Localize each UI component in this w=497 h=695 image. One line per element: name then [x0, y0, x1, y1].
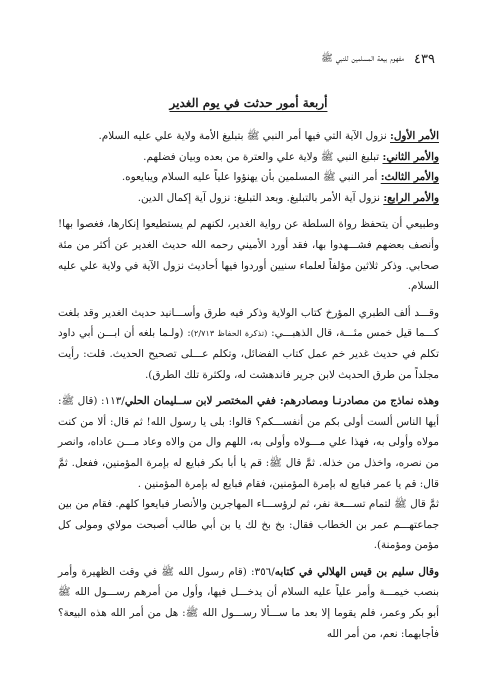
item-lead: والأمر الثالث: — [380, 171, 439, 184]
paragraph: ثمَّ قال ﷺ لتمام تســـعة نفر، ثم لرؤســـاء المهاجرين والأنصار فبايعوا كلهم. فقام من بين جماعتهـــم عمر بن الخطاب فقال: بخ بخ لك يا بن أبي طالب أصبحت مولاي ومولى كل مؤمن ومؤمنة). — [58, 498, 439, 552]
section-heading: أربعة أمور حدثت في يوم الغدير — [169, 96, 328, 110]
list-item — [58, 147, 439, 168]
paragraph — [58, 391, 439, 494]
paragraph — [58, 303, 439, 385]
page-body — [58, 90, 439, 665]
page-number: ٤٣٩ — [414, 51, 435, 67]
paragraph-text: /٣٥٦: (قام رسول الله ﷺ في وقت الظهيرة وأمر بنصب خيمـــة وأمر علياً عليه السلام أن يدخـــل فيها، وأول من أمرهم رســـول الله ﷺ أبو بكر وعمر، فلم يقوما إلا بعد ما ســـألا رســـول الله ﷺ: هل من أمر الله هذه البيعة؟ فأجابهما: نعم، من أمر الله — [58, 565, 439, 640]
paragraph: وطبيعي أن يتحفظ رواة السلطة عن رواية الغدير، لكنهم لم يستطيعوا إنكارها، فغصوا بها! وأنصف بعضهم فشـــهدوا بها، فقد أورد الأميني رحمه الله حديث الغدير عن أكثر من مئة صحابي. وذكر ثلاثين مؤلفاً لعلماء سنيين أوردوا فيها أحاديث نزول الآية في ولاية علي عليه السلام. — [58, 218, 439, 293]
list-item — [58, 126, 439, 147]
book-title: مفهوم بيعة المسلمين للنبي ﷺ — [321, 53, 405, 64]
paragraph-text: وقـــد ألف الطبري المؤرخ كتاب الولاية وذكر فيه طرق وأســـانيد حديث الغدير وقد بلغت كـــما قيل خمس مئـــة، قال الذهبـــي: — [58, 306, 439, 340]
paragraph-lead: وهذه نماذج من مصادرنـا ومصادرهم: ففي المختصر لابن ســليمان الحلي — [124, 395, 439, 408]
item-lead: والأمر الثاني: — [382, 150, 439, 163]
running-header — [62, 48, 435, 70]
item-lead: والأمر الرابع: — [383, 191, 439, 204]
paragraph — [58, 562, 439, 644]
paragraph-text: /١١٣: (قال ﷺ: أيها الناس ألست أولى بكم من أنفســـكم؟ قالوا: بلى يا رسول الله! ثم قال: ألا من كنت مولاه وأولى به، فهذا علي مـــولاه وأولى به، اللهم وال من والاه وعاد مـــن عاداه، وانصر من نصره، واخذل من خذله. ثمَّ قال ﷺ: قم يا أبا بكر فبايع له بإمرة المؤمنين، ففعل. ثمَّ قال: قم يا عمر فبايع له بإمرة المؤمنين، فقام فبايع له بإمرة المؤمنين . — [58, 395, 439, 490]
paragraph-lead: وقال سليم بن قيس الهلالي في كتابه — [274, 565, 439, 578]
paragraph-text: : (ولـما بلغه أن ابـــن أبي داود تكلم في حديث غدير خم عمل كتاب الفضائل، وتكلم عـــلى تصحيح الحديث. قلت: رأيت مجلداً من طرق الحديث لابن جرير فاندهشت له، ولكثرة تلك الطرق). — [58, 327, 439, 381]
citation: (تذكرة الحفاظ ٢/٧١٣) — [190, 328, 268, 339]
list-item — [58, 167, 439, 188]
item-text: تبليغ النبي ﷺ ولاية علي والعترة من بعده وبيان فضلهم. — [143, 150, 383, 163]
item-lead: الأمر الأول: — [390, 130, 439, 142]
item-text: نزول آية الأمر بالتبليغ. وبعد التبليغ: نزول آية إكمال الدين. — [137, 191, 384, 204]
item-text: نزول الآية التي فيها أمر النبي ﷺ بتبليغ الأمة ولاية علي عليه السلام. — [98, 130, 391, 142]
list-item — [58, 188, 439, 209]
item-text: أمر النبي ﷺ المسلمين بأن يهنؤوا علياً عليه السلام ويبايعوه. — [121, 171, 381, 184]
